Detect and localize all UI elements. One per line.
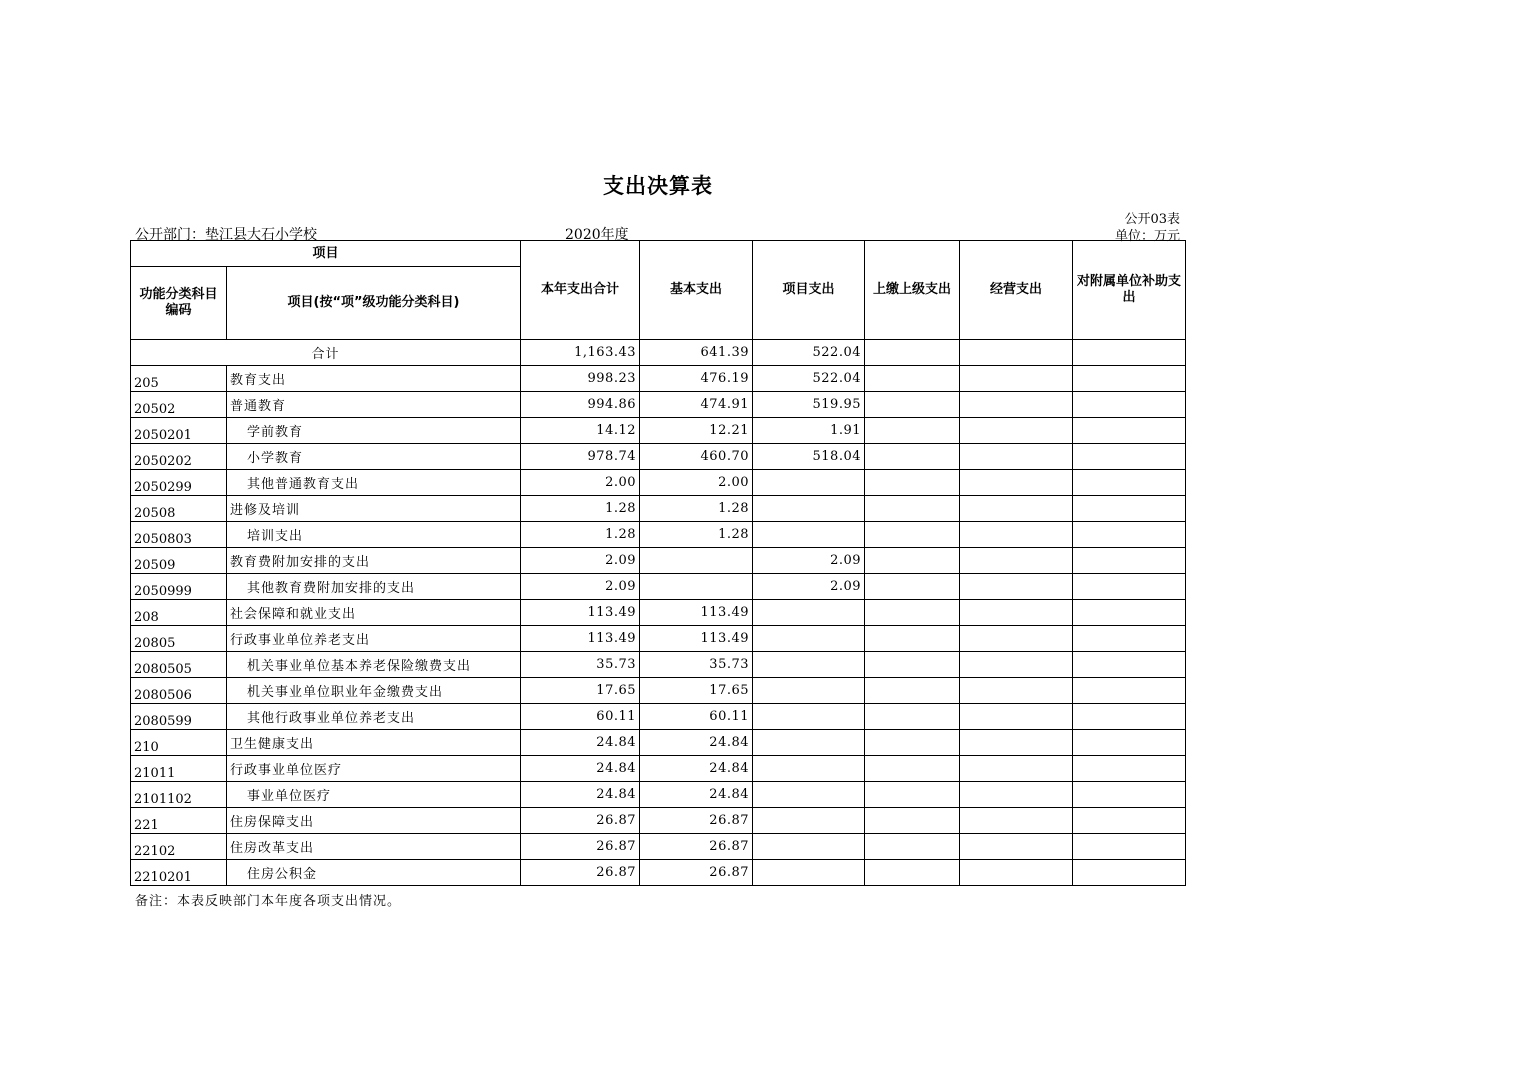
cell-business [960,600,1073,626]
cell-total: 26.87 [521,860,640,886]
cell-total: 998.23 [521,366,640,392]
cell-business [960,470,1073,496]
cell-project [753,834,865,860]
total-label: 合计 [131,340,521,366]
cell-project [753,704,865,730]
header-upper: 上缴上级支出 [865,241,960,340]
cell-business [960,756,1073,782]
table-row [131,444,1186,470]
cell-upper [865,730,960,756]
cell-subsidy [1073,652,1186,678]
cell-basic: 1.28 [640,522,753,548]
table-code-label: 公开03表 [1124,212,1180,227]
cell-name: 教育费附加安排的支出 [227,548,521,574]
cell-business [960,678,1073,704]
cell-total: 113.49 [521,626,640,652]
cell-total: 60.11 [521,704,640,730]
cell-subsidy [1073,756,1186,782]
cell-basic [640,548,753,574]
cell-upper [865,600,960,626]
cell-code: 2050202 [131,444,227,470]
cell-name: 其他普通教育支出 [227,470,521,496]
cell-upper [865,470,960,496]
cell-subsidy [1073,704,1186,730]
cell-basic: 460.70 [640,444,753,470]
table-row [131,730,1186,756]
cell-total: 24.84 [521,730,640,756]
cell-project [753,652,865,678]
cell-business [960,418,1073,444]
cell-total: 24.84 [521,756,640,782]
table-row [131,834,1186,860]
cell-name: 社会保障和就业支出 [227,600,521,626]
cell-basic: 474.91 [640,392,753,418]
cell-business [960,808,1073,834]
total-cell-project: 522.04 [753,340,865,366]
cell-subsidy [1073,366,1186,392]
cell-subsidy [1073,808,1186,834]
cell-business [960,834,1073,860]
cell-code: 2080506 [131,678,227,704]
cell-upper [865,678,960,704]
year-label: 2020年度 [565,227,629,243]
table-row [131,496,1186,522]
cell-code: 20805 [131,626,227,652]
cell-project [753,470,865,496]
cell-code: 2050299 [131,470,227,496]
table-row [131,678,1186,704]
cell-basic: 1.28 [640,496,753,522]
cell-project: 2.09 [753,548,865,574]
cell-basic: 35.73 [640,652,753,678]
cell-code: 2050999 [131,574,227,600]
cell-total: 978.74 [521,444,640,470]
page-title: 支出决算表 [603,174,713,198]
cell-total: 2.09 [521,548,640,574]
cell-name: 行政事业单位养老支出 [227,626,521,652]
cell-project [753,808,865,834]
cell-upper [865,704,960,730]
cell-upper [865,444,960,470]
cell-name: 卫生健康支出 [227,730,521,756]
header-code: 功能分类科目编码 [131,267,227,340]
total-row [131,340,1186,366]
table-row [131,704,1186,730]
header-total: 本年支出合计 [521,241,640,340]
cell-business [960,730,1073,756]
cell-subsidy [1073,548,1186,574]
cell-upper [865,392,960,418]
cell-code: 2050201 [131,418,227,444]
cell-basic: 24.84 [640,782,753,808]
table-row [131,652,1186,678]
cell-business [960,860,1073,886]
cell-business [960,444,1073,470]
cell-name: 其他行政事业单位养老支出 [227,704,521,730]
table-row [131,470,1186,496]
table-row [131,782,1186,808]
header-basic: 基本支出 [640,241,753,340]
cell-basic: 26.87 [640,808,753,834]
department-label: 公开部门：垫江县大石小学校 [135,227,317,243]
cell-project: 518.04 [753,444,865,470]
cell-subsidy [1073,678,1186,704]
cell-total: 2.09 [521,574,640,600]
cell-code: 208 [131,600,227,626]
cell-subsidy [1073,626,1186,652]
cell-name: 其他教育费附加安排的支出 [227,574,521,600]
cell-basic: 60.11 [640,704,753,730]
cell-name: 机关事业单位基本养老保险缴费支出 [227,652,521,678]
table-row [131,860,1186,886]
cell-total: 2.00 [521,470,640,496]
cell-subsidy [1073,444,1186,470]
header-project: 项目支出 [753,241,865,340]
table-row [131,808,1186,834]
cell-subsidy [1073,782,1186,808]
cell-code: 221 [131,808,227,834]
cell-basic: 24.84 [640,730,753,756]
cell-code: 2050803 [131,522,227,548]
total-cell-basic: 641.39 [640,340,753,366]
cell-name: 机关事业单位职业年金缴费支出 [227,678,521,704]
table-row [131,626,1186,652]
cell-code: 20509 [131,548,227,574]
cell-upper [865,626,960,652]
cell-project: 522.04 [753,366,865,392]
cell-project [753,626,865,652]
cell-subsidy [1073,834,1186,860]
cell-total: 17.65 [521,678,640,704]
cell-total: 994.86 [521,392,640,418]
cell-project [753,730,865,756]
cell-subsidy [1073,470,1186,496]
cell-basic: 26.87 [640,834,753,860]
cell-basic: 2.00 [640,470,753,496]
cell-business [960,782,1073,808]
cell-total: 26.87 [521,808,640,834]
cell-upper [865,366,960,392]
table-row [131,522,1186,548]
cell-upper [865,782,960,808]
cell-upper [865,548,960,574]
cell-basic: 113.49 [640,600,753,626]
footnote: 备注：本表反映部门本年度各项支出情况。 [135,894,402,909]
cell-subsidy [1073,418,1186,444]
cell-code: 210 [131,730,227,756]
cell-code: 20502 [131,392,227,418]
total-cell-subsidy [1073,340,1186,366]
table-row [131,366,1186,392]
cell-basic: 17.65 [640,678,753,704]
cell-total: 1.28 [521,522,640,548]
unit-label: 单位：万元 [1114,229,1180,244]
cell-upper [865,652,960,678]
header-subsidy: 对附属单位补助支出 [1073,241,1186,340]
cell-project [753,522,865,548]
total-cell-upper [865,340,960,366]
cell-name: 普通教育 [227,392,521,418]
cell-business [960,704,1073,730]
cell-code: 20508 [131,496,227,522]
cell-total: 1.28 [521,496,640,522]
cell-upper [865,418,960,444]
cell-basic: 24.84 [640,756,753,782]
cell-upper [865,860,960,886]
cell-total: 26.87 [521,834,640,860]
cell-subsidy [1073,522,1186,548]
cell-basic [640,574,753,600]
cell-name: 学前教育 [227,418,521,444]
cell-business [960,392,1073,418]
cell-business [960,496,1073,522]
cell-project [753,678,865,704]
cell-upper [865,522,960,548]
cell-total: 24.84 [521,782,640,808]
cell-name: 住房改革支出 [227,834,521,860]
cell-project [753,600,865,626]
cell-business [960,548,1073,574]
cell-code: 21011 [131,756,227,782]
cell-basic: 113.49 [640,626,753,652]
total-cell-business [960,340,1073,366]
table-row [131,600,1186,626]
cell-code: 22102 [131,834,227,860]
cell-name: 住房公积金 [227,860,521,886]
expenditure-table [130,240,1186,886]
cell-upper [865,756,960,782]
cell-upper [865,834,960,860]
table-row [131,418,1186,444]
cell-name: 事业单位医疗 [227,782,521,808]
cell-subsidy [1073,600,1186,626]
header-business: 经营支出 [960,241,1073,340]
table-row [131,574,1186,600]
cell-code: 2101102 [131,782,227,808]
cell-name: 进修及培训 [227,496,521,522]
cell-subsidy [1073,392,1186,418]
cell-business [960,366,1073,392]
cell-name: 小学教育 [227,444,521,470]
cell-subsidy [1073,860,1186,886]
cell-project [753,496,865,522]
cell-total: 14.12 [521,418,640,444]
cell-upper [865,574,960,600]
cell-project [753,860,865,886]
cell-basic: 12.21 [640,418,753,444]
cell-code: 2080505 [131,652,227,678]
table-row [131,548,1186,574]
header-item-group: 项目 [131,241,521,267]
cell-code: 2210201 [131,860,227,886]
table-row [131,756,1186,782]
cell-business [960,522,1073,548]
cell-code: 205 [131,366,227,392]
cell-project [753,782,865,808]
cell-code: 2080599 [131,704,227,730]
cell-total: 35.73 [521,652,640,678]
cell-name: 培训支出 [227,522,521,548]
cell-basic: 26.87 [640,860,753,886]
cell-project: 1.91 [753,418,865,444]
cell-project: 2.09 [753,574,865,600]
cell-business [960,574,1073,600]
cell-business [960,626,1073,652]
cell-business [960,652,1073,678]
cell-basic: 476.19 [640,366,753,392]
cell-name: 教育支出 [227,366,521,392]
cell-subsidy [1073,574,1186,600]
header-name: 项目(按“项”级功能分类科目) [227,267,521,340]
cell-upper [865,496,960,522]
total-cell-total: 1,163.43 [521,340,640,366]
cell-project [753,756,865,782]
cell-total: 113.49 [521,600,640,626]
cell-name: 行政事业单位医疗 [227,756,521,782]
cell-subsidy [1073,496,1186,522]
table-row [131,392,1186,418]
cell-subsidy [1073,730,1186,756]
cell-upper [865,808,960,834]
cell-project: 519.95 [753,392,865,418]
cell-name: 住房保障支出 [227,808,521,834]
